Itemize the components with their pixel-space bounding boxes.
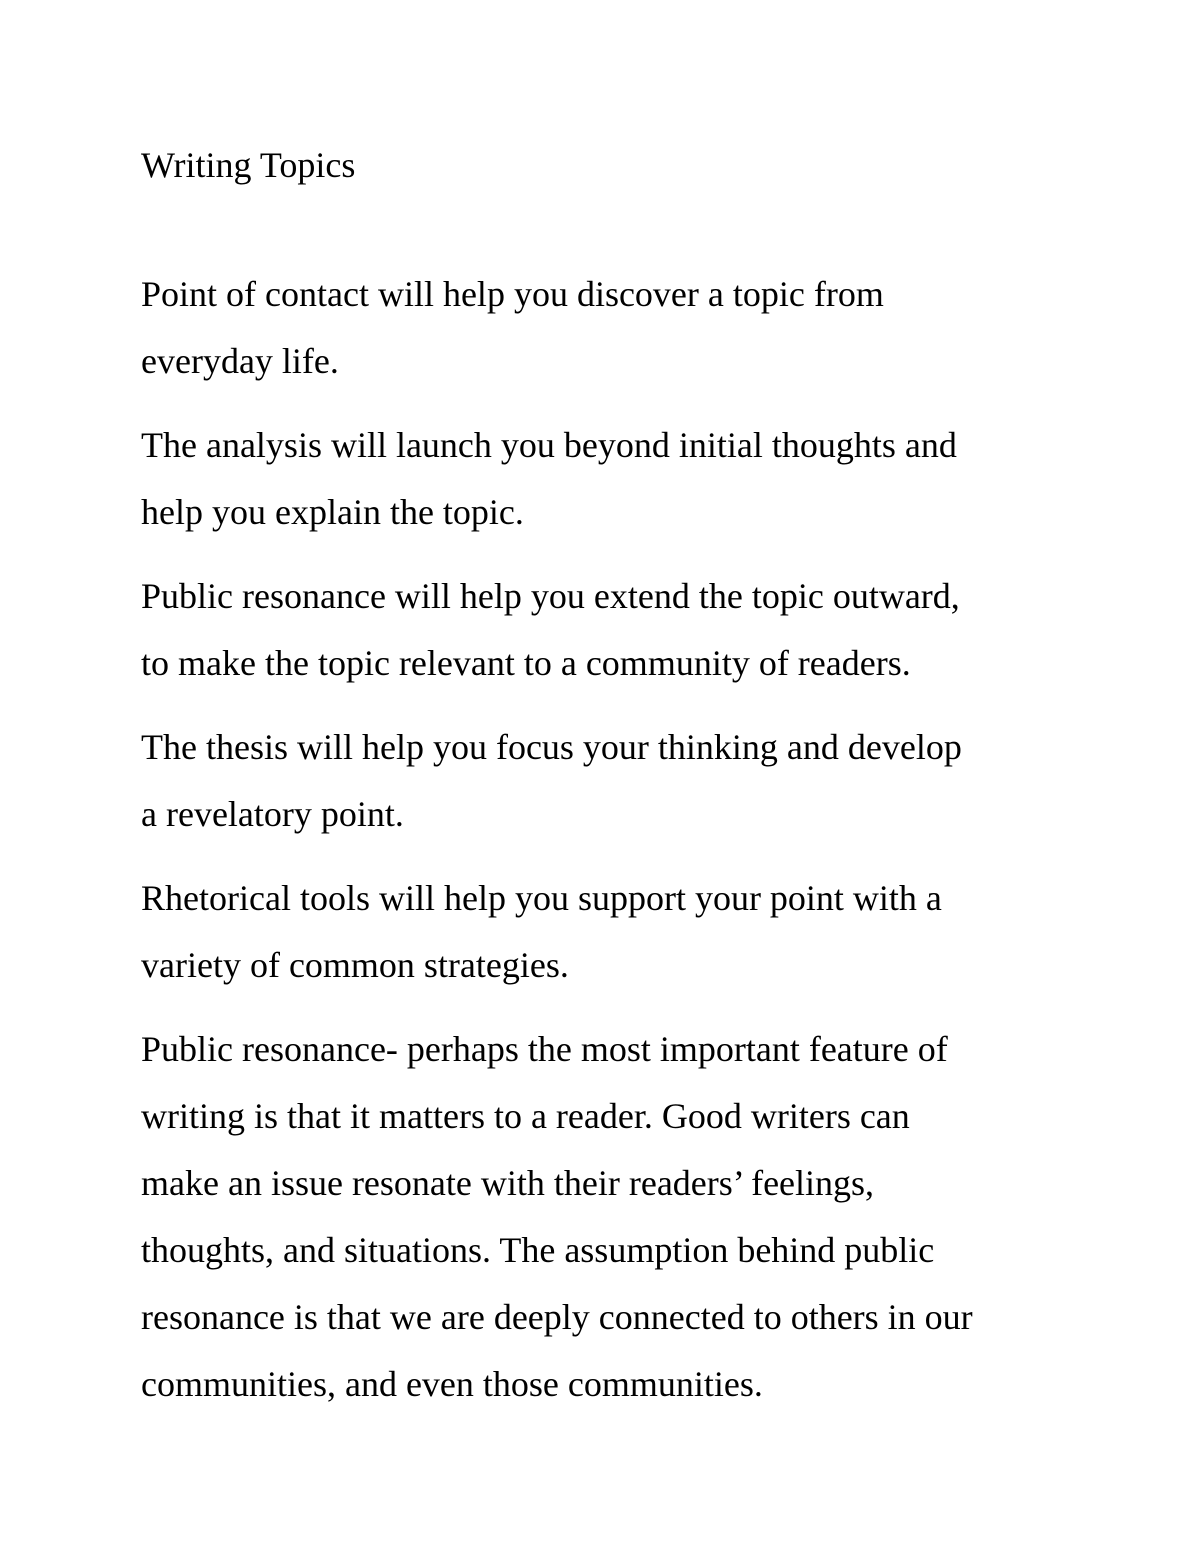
paragraph-line: Point of contact will help you discover a topic from — [141, 274, 884, 314]
paragraph-line: writing is that it matters to a reader. Good writers can — [141, 1096, 910, 1136]
paragraph-line: variety of common strategies. — [141, 945, 569, 985]
paragraph-public-resonance-definition — [141, 1016, 973, 1418]
paragraph-line: a revelatory point. — [141, 794, 404, 834]
paragraph-public-resonance — [141, 563, 960, 697]
paragraph-line: to make the topic relevant to a community of readers. — [141, 643, 911, 683]
paragraph-line: The thesis will help you focus your thinking and develop — [141, 727, 962, 767]
paragraph-line: thoughts, and situations. The assumption behind public — [141, 1230, 935, 1270]
paragraph-thesis — [141, 714, 962, 848]
paragraph-line: everyday life. — [141, 341, 339, 381]
paragraph-analysis — [141, 412, 957, 546]
paragraph-line: The analysis will launch you beyond initial thoughts and — [141, 425, 957, 465]
paragraph-line: resonance is that we are deeply connected to others in our — [141, 1297, 973, 1337]
document-title: Writing Topics — [141, 145, 356, 185]
paragraph-line: Public resonance will help you extend the topic outward, — [141, 576, 960, 616]
paragraph-line: communities, and even those communities. — [141, 1364, 763, 1404]
paragraph-line: help you explain the topic. — [141, 492, 524, 532]
paragraph-line: Rhetorical tools will help you support your point with a — [141, 878, 942, 918]
paragraph-point-of-contact — [141, 261, 884, 395]
paragraph-rhetorical-tools — [141, 865, 942, 999]
paragraph-line: make an issue resonate with their readers’ feelings, — [141, 1163, 875, 1203]
paragraph-line: Public resonance- perhaps the most important feature of — [141, 1029, 948, 1069]
